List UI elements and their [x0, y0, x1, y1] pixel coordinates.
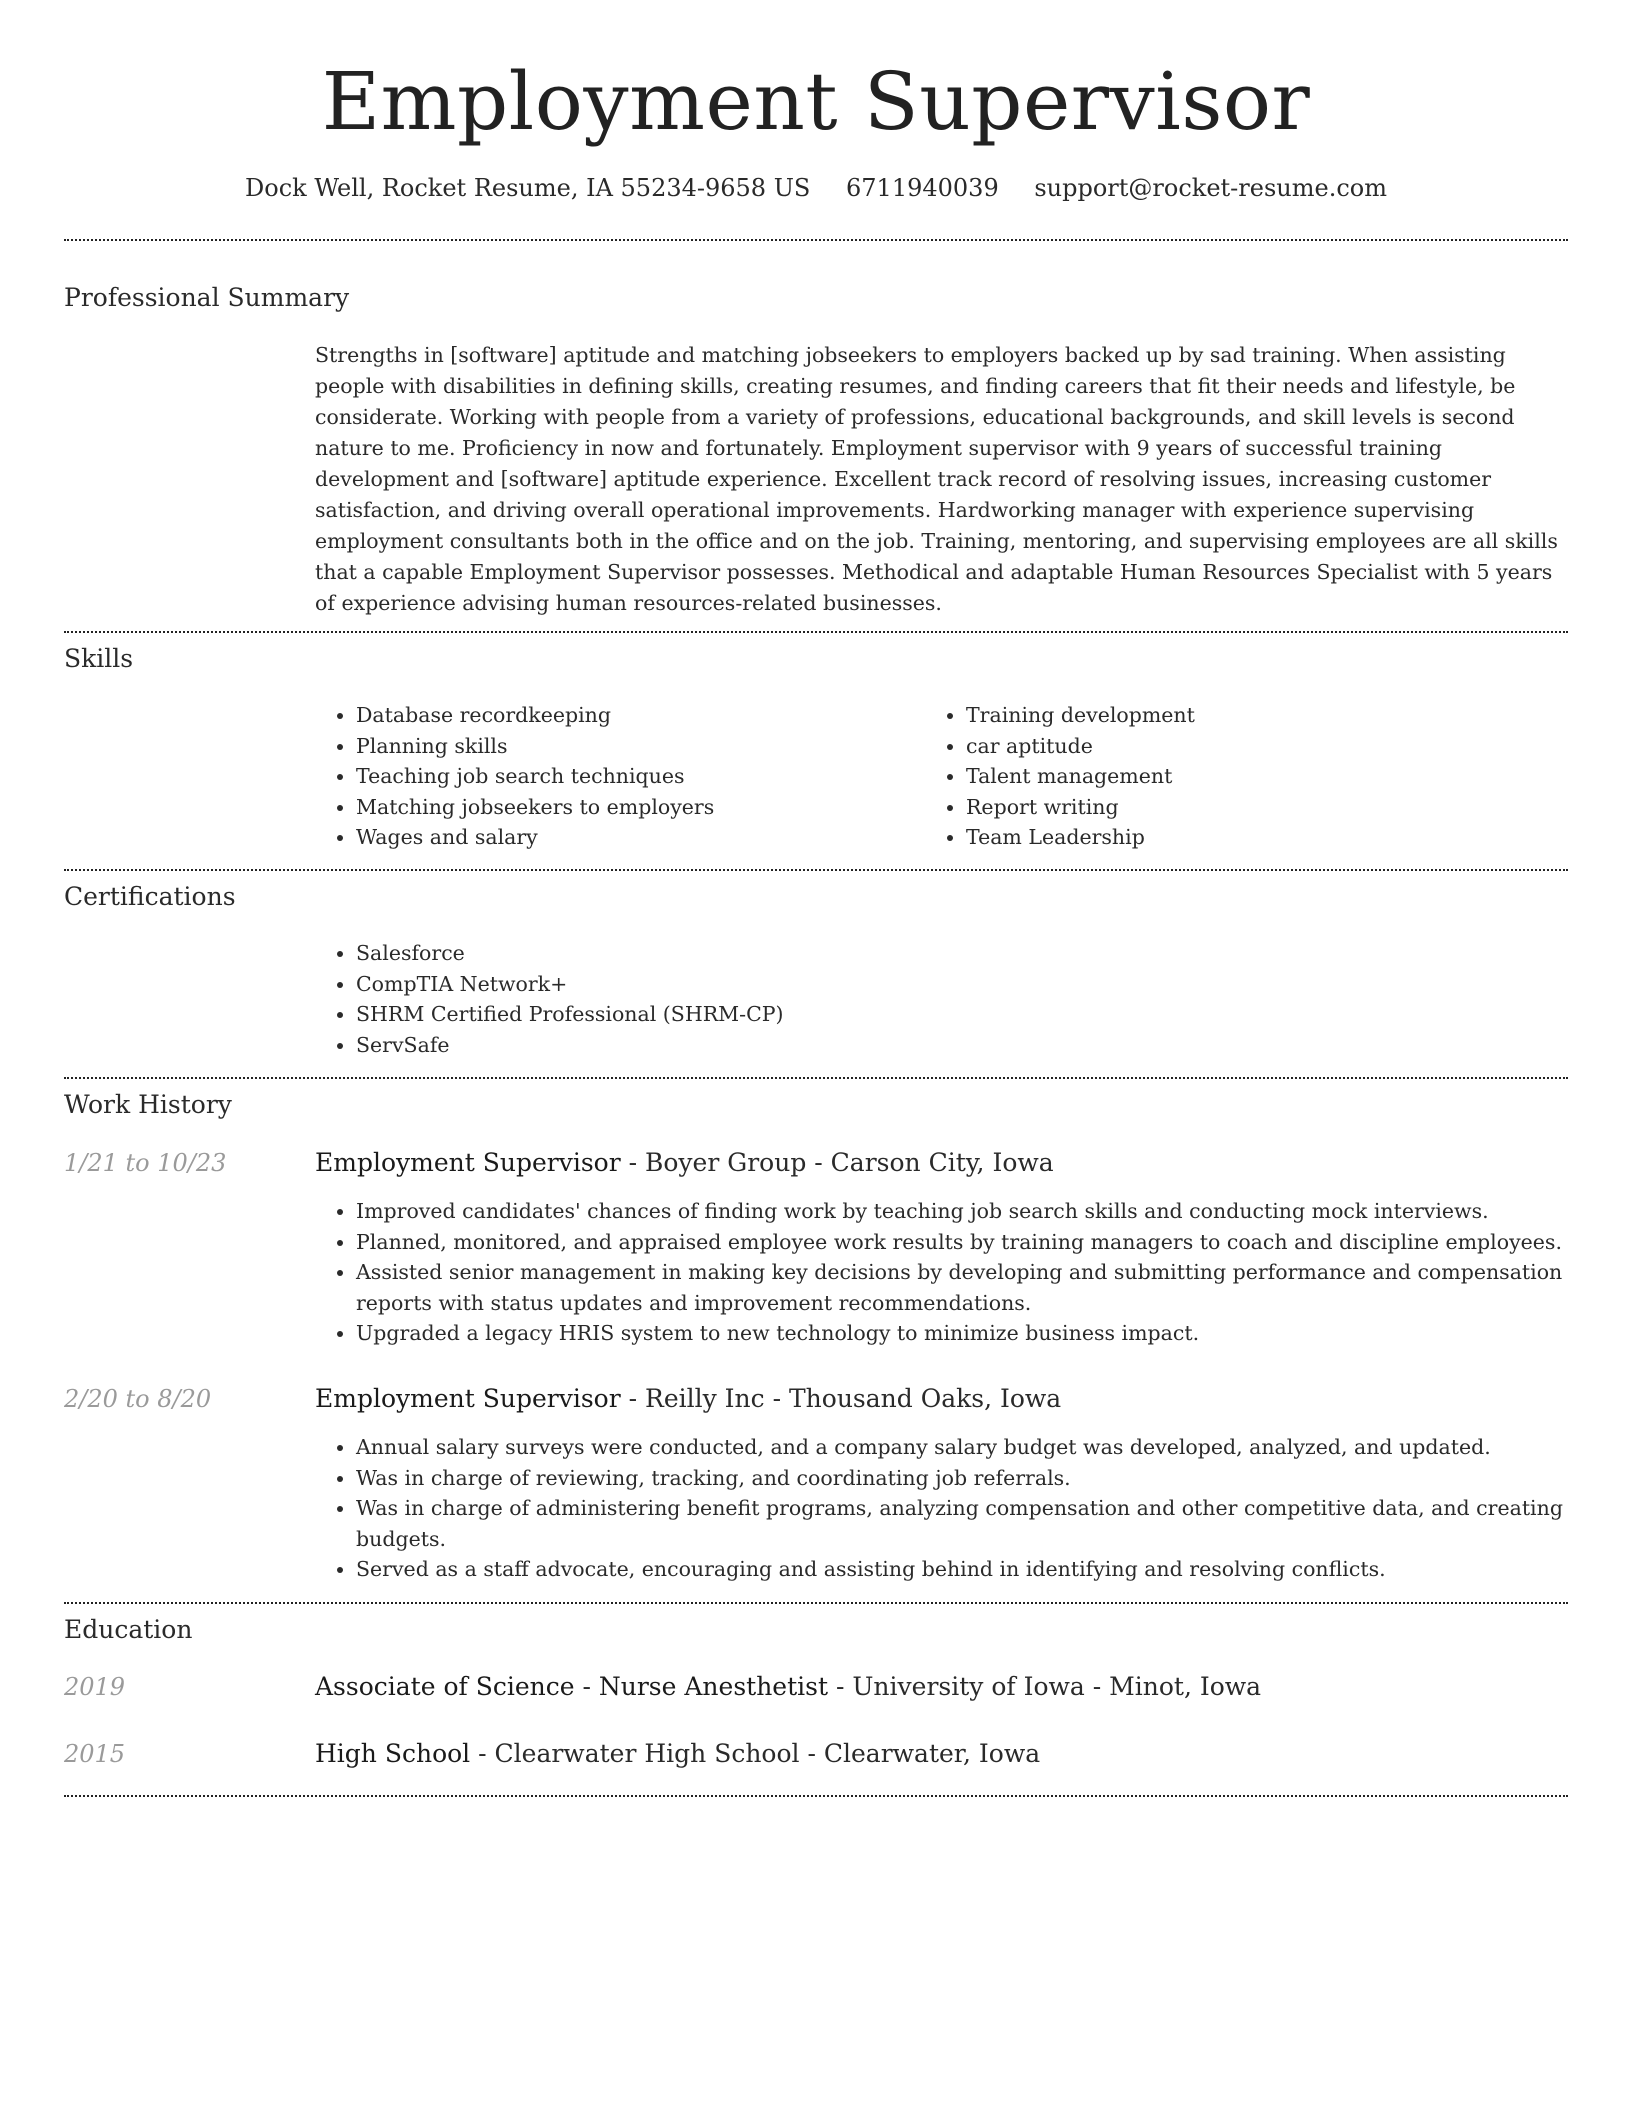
education-location: Minot, Iowa: [1109, 1672, 1262, 1701]
job-heading: [315, 1382, 1061, 1416]
skill-item: • Team Leadership: [966, 822, 1526, 853]
job-location: Thousand Oaks, Iowa: [789, 1384, 1062, 1413]
skill-item: • Teaching job search techniques: [356, 761, 916, 792]
separator: -: [799, 1739, 824, 1768]
education-entry: [315, 1737, 1040, 1771]
certification-item: • ServSafe: [356, 1030, 1556, 1061]
skills-heading: Skills: [64, 644, 134, 673]
education-year: 2015: [64, 1740, 126, 1768]
section-divider: [64, 869, 1568, 871]
contact-email: support@rocket-resume.com: [1034, 174, 1387, 202]
candidate-name: Employment Supervisor: [321, 55, 1311, 148]
job-company: Boyer Group: [645, 1148, 807, 1177]
education-degree: High School: [315, 1739, 471, 1768]
job-company: Reilly Inc: [645, 1384, 765, 1413]
section-divider: [64, 1602, 1568, 1604]
section-divider: [64, 631, 1568, 633]
job-bullet: • Assisted senior management in making key decisions by developing and submitting performance and compensation reports with status updates and improvement recommendations.: [356, 1257, 1571, 1318]
separator: -: [764, 1384, 789, 1413]
separator: -: [828, 1672, 853, 1701]
skill-item: • Wages and salary: [356, 822, 916, 853]
certification-item: • SHRM Certified Professional (SHRM-CP): [356, 999, 1556, 1030]
separator: -: [806, 1148, 831, 1177]
job-bullets: [312, 1196, 1571, 1349]
certifications-list: [312, 938, 1556, 1060]
job-dates: 2/20 to 8/20: [64, 1385, 212, 1413]
job-bullet: • Improved candidates' chances of finding work by teaching job search skills and conducting mock interviews.: [356, 1196, 1571, 1227]
summary-text: Strengths in [software] aptitude and matching jobseekers to employers backed up by sad training. When assisting people with disabilities in defining skills, creating resumes, and finding careers that fit their needs and lifestyle, be considerate. Working with people from a variety of professions, educational backgrounds, and skill levels is second nature to me. Proficiency in now and fortunately. Employment supervisor with 9 years of successful training development and [software] aptitude experience. Excellent track record of resolving issues, increasing customer satisfaction, and driving overall operational improvements. Hardworking manager with experience supervising employment consultants both in the office and on the job. Training, mentoring, and supervising employees are all skills that a capable Employment Supervisor possesses. Methodical and adaptable Human Resources Specialist with 5 years of experience advising human resources-related businesses.: [315, 343, 1558, 615]
education-heading: Education: [64, 1615, 193, 1644]
section-divider: [64, 1795, 1568, 1797]
separator: -: [1084, 1672, 1110, 1701]
job-bullet: • Annual salary surveys were conducted, and a company salary budget was developed, analyzed, and updated.: [356, 1432, 1571, 1463]
contact-line: [0, 170, 1632, 206]
certification-item: • CompTIA Network+: [356, 969, 1556, 1000]
education-field: Nurse Anesthetist: [598, 1672, 829, 1701]
education-year: 2019: [64, 1673, 126, 1701]
skill-item: • Matching jobseekers to employers: [356, 792, 916, 823]
skills-list-left: [312, 700, 916, 853]
separator: -: [620, 1148, 645, 1177]
separator: -: [620, 1384, 645, 1413]
contact-address: Dock Well, Rocket Resume, IA 55234-9658 US: [245, 174, 811, 202]
separator: -: [470, 1739, 495, 1768]
job-dates: 1/21 to 10/23: [64, 1149, 227, 1177]
education-entry: [315, 1670, 1261, 1704]
job-title: Employment Supervisor: [315, 1148, 621, 1177]
job-bullet: • Upgraded a legacy HRIS system to new technology to minimize business impact.: [356, 1318, 1571, 1349]
separator: -: [574, 1672, 599, 1701]
skill-item: • Talent management: [966, 761, 1526, 792]
job-bullet: • Was in charge of administering benefit programs, analyzing compensation and other competitive data, and creating budgets.: [356, 1493, 1571, 1554]
summary-heading: Professional Summary: [64, 283, 350, 312]
section-divider: [64, 1077, 1568, 1079]
skill-item: • car aptitude: [966, 731, 1526, 762]
education-school: University of Iowa: [852, 1672, 1085, 1701]
job-bullet: • Was in charge of reviewing, tracking, and coordinating job referrals.: [356, 1463, 1571, 1494]
job-title: Employment Supervisor: [315, 1384, 621, 1413]
certifications-heading: Certifications: [64, 882, 236, 911]
job-heading: [315, 1146, 1054, 1180]
section-divider: [64, 239, 1568, 241]
certification-item: • Salesforce: [356, 938, 1556, 969]
job-bullet: • Served as a staff advocate, encouraging and assisting behind in identifying and resolving conflicts.: [356, 1554, 1571, 1585]
contact-phone: 6711940039: [846, 174, 999, 202]
job-bullets: [312, 1432, 1571, 1585]
work-heading: Work History: [64, 1090, 232, 1119]
skill-item: • Database recordkeeping: [356, 700, 916, 731]
education-location: Clearwater, Iowa: [823, 1739, 1041, 1768]
skills-list-right: [922, 700, 1526, 853]
job-bullet: • Planned, monitored, and appraised employee work results by training managers to coach and discipline employees.: [356, 1227, 1571, 1258]
skill-item: • Planning skills: [356, 731, 916, 762]
education-degree: Associate of Science: [315, 1672, 575, 1701]
skill-item: • Training development: [966, 700, 1526, 731]
skill-item: • Report writing: [966, 792, 1526, 823]
education-school: Clearwater High School: [494, 1739, 800, 1768]
job-location: Carson City, Iowa: [830, 1148, 1054, 1177]
